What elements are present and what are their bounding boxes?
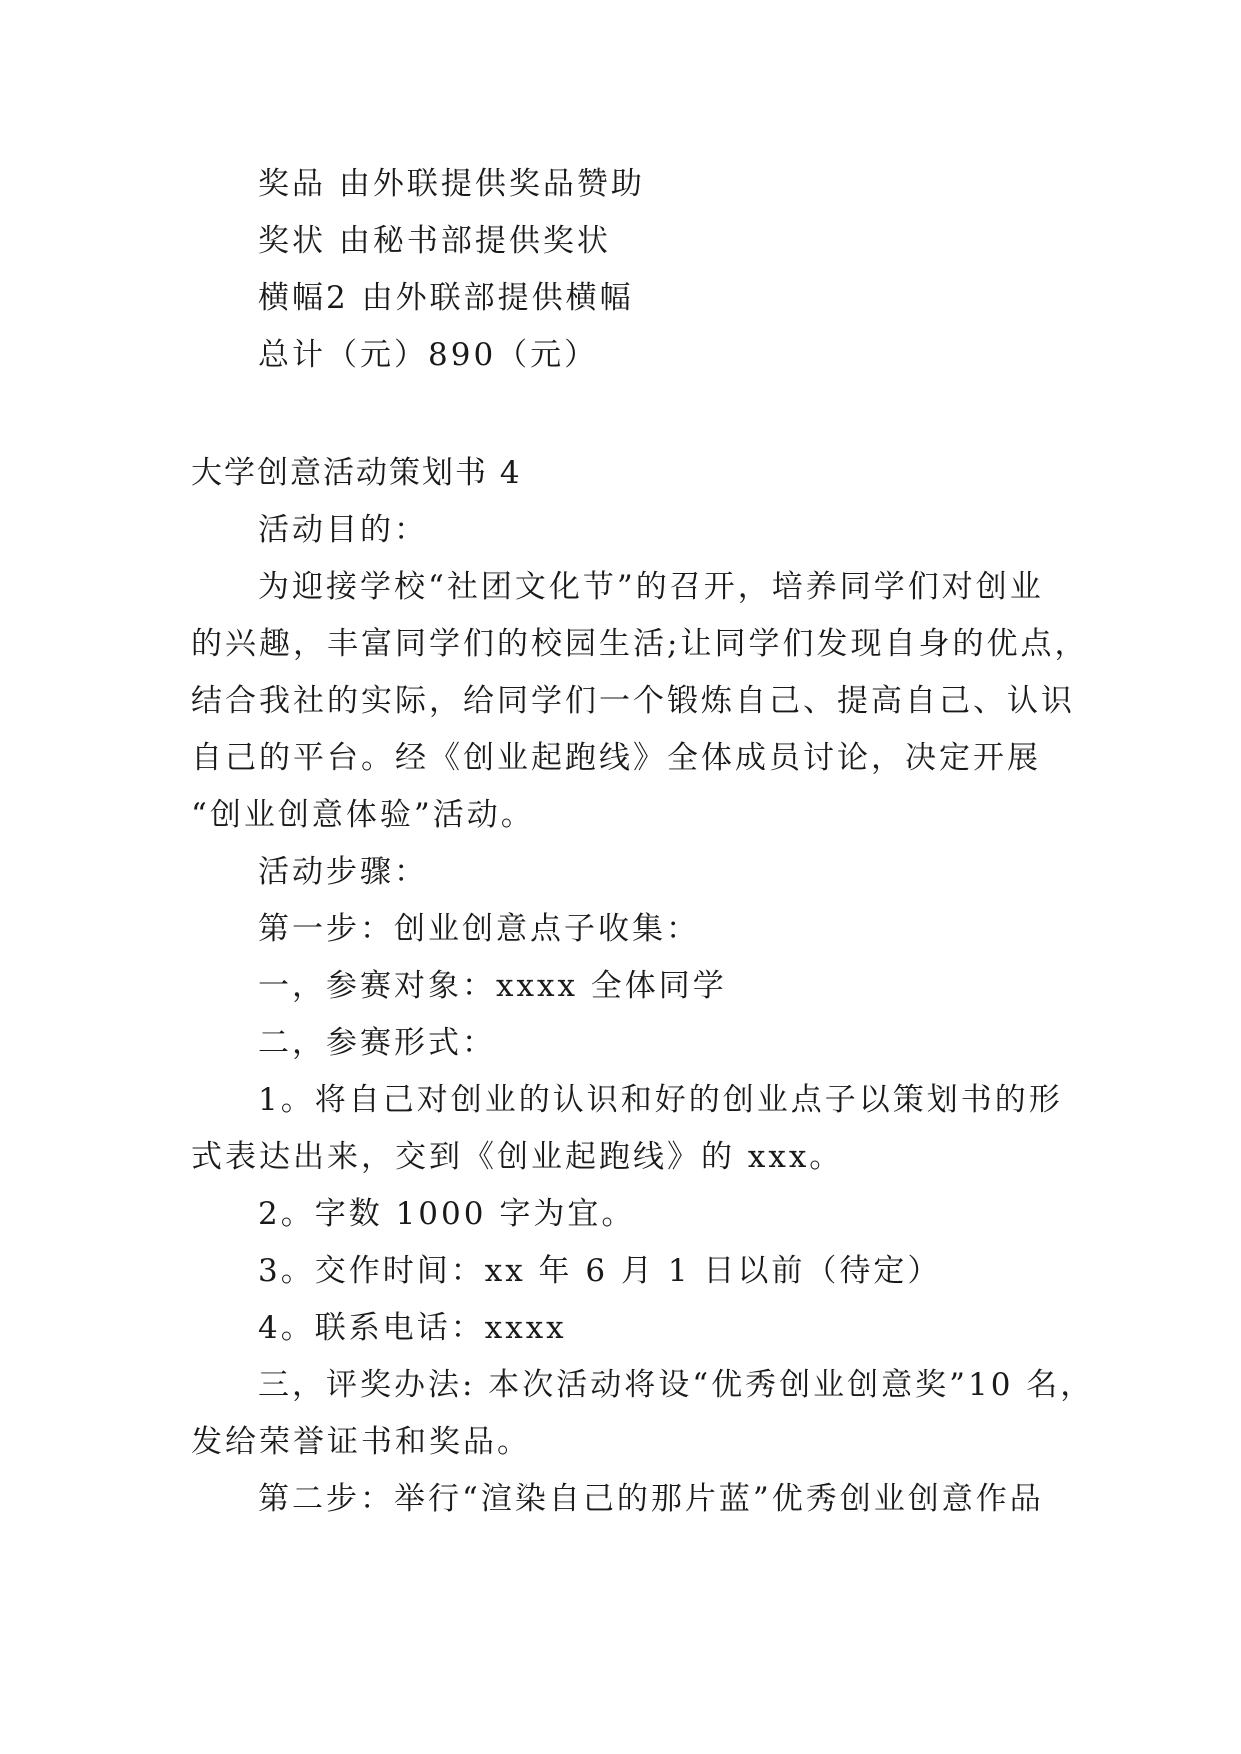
format-item-1-line: 式表达出来，交到《创业起跑线》的 xxx。 xyxy=(191,1139,844,1175)
award-method-line: 三，评奖办法: 本次活动将设“优秀创业创意奖”10 名， xyxy=(258,1367,1095,1403)
format-label: 二，参赛形式： xyxy=(258,1025,496,1061)
purpose-label: 活动目的： xyxy=(258,512,428,548)
purpose-paragraph-line: “创业创意体验”活动。 xyxy=(191,797,535,833)
participants-line: 一，参赛对象：xxxx 全体同学 xyxy=(258,968,727,1004)
step2-title: 第二步：举行“渲染自己的那片蓝”优秀创业创意作品 xyxy=(258,1481,1044,1517)
budget-line-banners: 横幅2 由外联部提供横幅 xyxy=(258,280,634,316)
format-item-1-line: 1。将自己对创业的认识和好的创业点子以策划书的形 xyxy=(258,1082,1063,1118)
purpose-paragraph-line: 结合我社的实际，给同学们一个锻炼自己、提高自己、认识 xyxy=(191,683,1075,719)
purpose-paragraph-line: 自己的平台。经《创业起跑线》全体成员讨论，决定开展 xyxy=(191,740,1041,776)
steps-label: 活动步骤： xyxy=(258,854,428,890)
budget-line-prizes: 奖品 由外联提供奖品赞助 xyxy=(258,166,645,202)
purpose-paragraph-line: 的兴趣，丰富同学们的校园生活;让同学们发现自身的优点， xyxy=(191,626,1089,662)
budget-line-total: 总计（元）890（元） xyxy=(258,337,599,373)
section-title: 大学创意活动策划书 4 xyxy=(191,455,522,491)
format-item-4: 4。联系电话：xxxx xyxy=(258,1310,567,1346)
format-item-3: 3。交作时间：xx 年 6 月 1 日以前（待定） xyxy=(258,1253,942,1289)
format-item-2: 2。字数 1000 字为宜。 xyxy=(258,1196,636,1232)
step1-title: 第一步：创业创意点子收集： xyxy=(258,911,700,947)
purpose-paragraph-line: 为迎接学校“社团文化节”的召开，培养同学们对创业 xyxy=(258,569,1044,605)
budget-line-certificates: 奖状 由秘书部提供奖状 xyxy=(258,223,611,259)
award-method-line: 发给荣誉证书和奖品。 xyxy=(191,1424,531,1460)
